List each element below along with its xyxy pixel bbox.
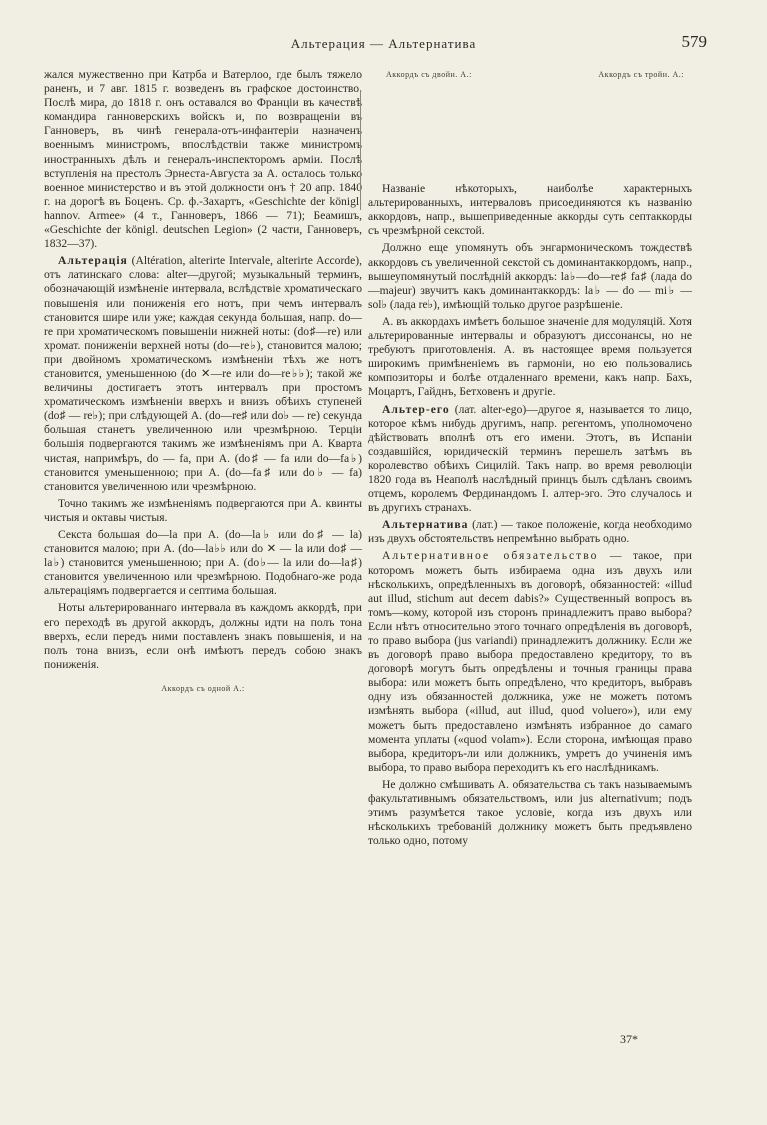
- paragraph: Секста большая do—la при А. (do—la♭ или do♯ — la) становится малою; при А. (do—la♭♭ или do ✕ — la или do♯ — la♭) становится уменьшенною; при А. (do♭— la или do—la♯) становится увеличенною или чрезмѣрною. Подобнаго-же рода альтераціямъ подвергается и септима большая.: [44, 528, 362, 598]
- entry-text-alternative: (лат.) — такое положеніе, когда необходимо изъ двухъ обстоятельствъ непремѣнно выбрать одно.: [368, 518, 692, 546]
- figure-caption-single: Аккордъ съ одной А.:: [161, 683, 245, 693]
- paragraph: Должно еще упомянуть объ энгармоническомъ тождествѣ аккордовъ съ увеличенной секстой съ доминантаккордомъ, напр., вышеупомянутый послѣдній аккордъ: la♭—do—re♯ fa♯ (лада do—majeur) звучитъ какъ доминантаккордъ: la♭ — do — mi♭ — sol♭ (лада re♭), имѣющій только другое разрѣшеніе.: [368, 241, 692, 311]
- signature-mark: 37*: [620, 1032, 638, 1046]
- entry-text-alternative-obligation: — такое, при которомъ можетъ быть избираема одна изъ двухъ или нѣсколькихъ, опредѣленныхъ въ договорѣ, обязанностей: «illud aut illud, stichum aut decem dabis?» Существенный вопросъ въ томъ—кому, которой изъ сторонъ принадлежитъ право выбора? Если нѣтъ относительно этого точнаго опредѣленія въ договорѣ, то право выбора (jus variandi) принадлежитъ должнику. Если же въ договорѣ право выбора предоставлено кредитору, то въ договорѣ могутъ быть опредѣлены и точныя границы права выбора: или можетъ быть опредѣлено, что кредиторъ, выбравъ одну изъ обязанностей должника, уже не можетъ потомъ измѣнять выбора («illud, aut illud, quod voluero»), или ему можетъ быть предоставлено измѣнять избранное до самаго момента уплаты («quod volam»). Если сторона, имѣющая право выбора, кредиторъ-ли или должникъ, умретъ до учиненія имъ выбора, то право выбора переходитъ къ его наслѣдникамъ.: [368, 549, 692, 774]
- column-margin-line: [360, 90, 362, 210]
- figure-caption-double: Аккордъ съ двойн. А.:: [386, 70, 472, 79]
- figure-caption-row: [386, 68, 684, 82]
- entry-term-alternative-obligation: Альтернативное обязательство: [382, 549, 599, 563]
- paragraph: А. въ аккордахъ имѣетъ большое значеніе для модуляцій. Хотя альтерированные интервалы и образуютъ диссонансы, но не требуютъ приготовленія. А. въ настоящее время пользуется широкимъ примѣненіемъ въ гармоніи, но ею пользовались композиторы и болѣе отдаленнаго времени, какъ напр. Бахъ, Моцартъ, Гайднъ, Бетховенъ и другіе.: [368, 314, 692, 399]
- entry-term-alternative: Альтернатива: [382, 518, 469, 532]
- left-column: [44, 68, 362, 696]
- page-number: 579: [681, 32, 707, 51]
- entry-alteration: [44, 254, 362, 494]
- entry-alter-ego: [368, 403, 692, 516]
- entry-text-alter-ego: (лат. alter-ego)—другое я, называется то лицо, которое кѣмъ нибудь другимъ, напр. регентомъ, уполномочено дѣйствовать вполнѣ отъ его имени. Этотъ, въ Испаніи создавшійся, юридическій терминъ перешелъ затѣмъ въ королевство обѣихъ Сицилій. Такъ напр. во время революціи 1820 года въ Неаполѣ наслѣдный принцъ былъ сдѣланъ своимъ отцемъ, королемъ Фердинандомъ I. алтер-эго. Это случалось и въ другихъ странахъ.: [368, 402, 692, 515]
- paragraph-continued: жался мужественно при Катрба и Ватерлоо, где былъ тяжело раненъ, и 7 авг. 1815 г. возведенъ въ графское достоинство. Послѣ мира, до 1818 г. онъ оставался во Франціи въ качествѣ командира ганноверскихъ войскъ и, по возвращеніи въ Ганноверъ, въ чинѣ генерала-отъ-инфантеріи назначенъ военнымъ министромъ, впослѣдствіи также министромъ иностранныхъ дѣлъ и генералъ-инспекторомъ арміи. Послѣ вступленія на престолъ Эрнеста-Августа за А. осталось только военное министерство и въ этой должности онъ † 20 апр. 1840 г. на дорогѣ въ Боценъ. Ср. ф.-Захартъ, «Geschichte der königl. hannov. Armee» (4 т., Ганноверъ, 1866 — 71); Беамишъ, «Geschichte der königl. deutschen Legion» (2 части, Ганноверъ, 1832—37).: [44, 68, 362, 251]
- entry-term-alteration: Альтерація: [58, 254, 128, 268]
- figure-caption-triple: Аккордъ съ тройн. А.:: [598, 70, 684, 79]
- paragraph: Не должно смѣшивать А. обязательства съ такъ называемымъ факультативнымъ обязательствомъ, или jus alternativum; подъ этимъ разумѣется такое условіе, когда изъ двухъ или нѣсколькихъ требованій должнику можетъ быть предъявлено только одно, потому: [368, 777, 692, 848]
- entry-text-alteration: (Altération, alterirte Intervale, alterirte Accorde), отъ латинскаго слова: alter—другой; музыкальный терминъ, обозначающій измѣненіе интервала, вслѣдствіе хроматическаго повышенія или пониженія его нотъ, при чемъ интервалъ становится шире или уже; каждая секунда большая, напр. do—re при хроматическомъ повышеніи нижней ноты: (do♯—re) или хромат. пониженіи верхней ноты (do—re♭), становится малою; при двойномъ хроматическомъ измѣненіи тѣхъ же нотъ становится, уменьшенною (do ✕—re или do—re♭♭); такой же величины достигаетъ этотъ интервалъ при простомъ хроматическомъ измѣненіи вверхъ и внизъ обѣихъ ступеней (do♯ — re♭); при слѣдующей А. (do—re♯ или do♭ — re) секунда большая станетъ увеличенною или чрезмѣрною. Терціи большія подвергаются такимъ же измѣненіямъ при А. Кварта чистая, напримѣръ, do — fa, при А. (do♯ — fa или do—fa♭) становится уменьшенною; при А. (do—fa♯ или do♭ — fa) становится увеличенною или чрезмѣрною.: [44, 254, 363, 493]
- paragraph: Названіе нѣкоторыхъ, наиболѣе характерныхъ альтерированныхъ, интерваловъ присоединяются къ названію аккордовъ, напр., вышеприведенные аккорды суть септаккорды съ чрезмѣрной секстой.: [368, 182, 692, 238]
- paragraph: Точно такимъ же измѣненіямъ подвергаются при А. квинты чистыя и октавы чистыя.: [44, 496, 362, 524]
- page-title: Альтерация — Альтернатива: [290, 36, 477, 51]
- paragraph: Ноты альтерированнаго интервала въ каждомъ аккордѣ, при его переходѣ въ другой аккордъ, должны идти на полъ тона вверхъ, если передъ ними поставленъ знакъ повышенія, и на полъ тона внизъ, если онѣ имѣютъ передъ собою знакъ пониженія.: [44, 601, 362, 671]
- entry-alternative: [368, 518, 692, 546]
- entry-alternative-obligation: [368, 549, 692, 775]
- entry-term-alter-ego: Альтер-его: [382, 402, 450, 416]
- right-column: [368, 68, 692, 851]
- running-header: [60, 32, 707, 56]
